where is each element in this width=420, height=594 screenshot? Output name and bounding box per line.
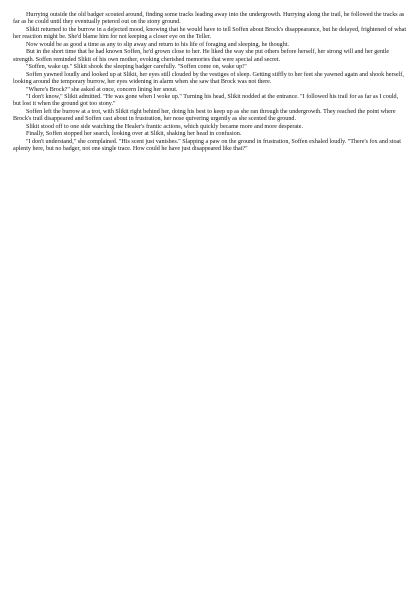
paragraph: Finally, Soffen stopped her search, looking over at Slikit, shaking her head in confusion. xyxy=(26,131,242,138)
paragraph: Soffen yawned loudly and looked up at Slikit, her eyes still clouded by the vestiges of sleep. Getting stiffly to her feet she yawned again and shook herself, looking around the temporary burrow, her eyes widening in alarm when she saw that Brock was not there. xyxy=(13,71,404,86)
paragraph: "Soffen, wake up." Slikit shook the sleeping badger carefully. "Soffen come on, wake up!" xyxy=(26,64,247,71)
paragraph: Soffen left the burrow at a trot, with Slikit right behind her, doing his best to keep up as she ran through the undergrowth. They reached the point where Brock's trail disappeared and Soffen cast about in frustration, her nose quivering urgently as she scented the ground. xyxy=(13,108,396,123)
paragraph: "I don't understand," she complained. "His scent just vanishes." Slapping a paw on the ground in frustration, Soffen exhaled loudly. "There's fox and stoat aplenty here, but no badger, not one single trace. How could he have just disappeared like that?" xyxy=(13,138,401,153)
paragraph: Now would be as good a time as any to slip away and return to his life of foraging and sleeping, he thought. xyxy=(26,41,289,48)
paragraph: Hurrying outside the old badger scouted around, finding some tracks leading away into the undergrowth. Hurrying along the trail, he followed the tracks as far as he could until they eventually petered out on the stony ground. xyxy=(13,12,405,26)
paragraph: But in the short time that he had known Soffen, he'd grown close to her. He liked the way she put others before herself, her strong will and her gentle strength. Soffen reminded Slikit of his own mother, evoking cherished memories that were special and secret. xyxy=(13,49,390,63)
paragraph: Slikit returned to the burrow in a dejected mood, knowing that he would have to tell Soffen about Brock's disappearance, but he delayed, frightened of what her reaction might be. She'd blame him for not keeping a closer eye on the Teller. xyxy=(13,26,407,41)
paragraph: "I don't know," Slikit admitted. "He was gone when I woke up." Turning his head, Slikit nodded at the entrance. "I followed his trail for as far as I could, but lost it when the ground got too stony." xyxy=(13,93,399,108)
paragraph: Slikit stood off to one side watching the Healer's frantic actions, which quickly became more and more desperate. xyxy=(26,123,303,130)
paragraph: "Where's Brock?" she asked at once, concern lining her snout. xyxy=(26,86,178,93)
document-page xyxy=(13,12,407,154)
